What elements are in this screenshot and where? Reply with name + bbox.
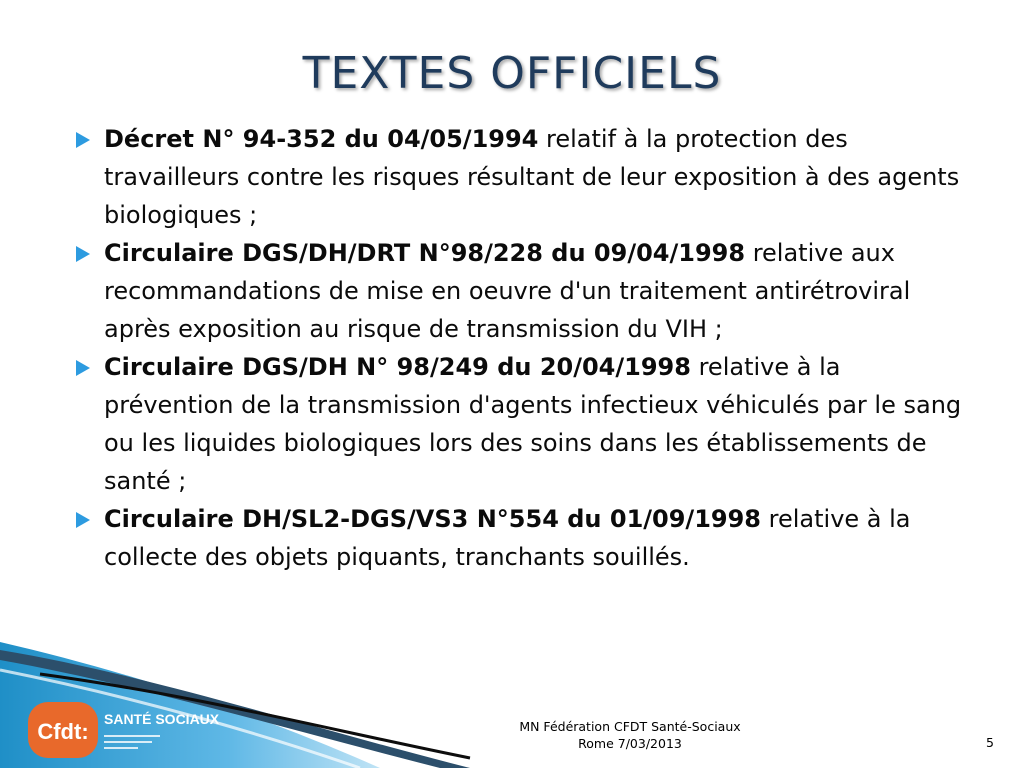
bullet-item-3: [74, 348, 964, 500]
slide-footer: [470, 718, 790, 752]
item-reference: Circulaire DGS/DH N° 98/249 du 20/04/1998: [104, 353, 691, 381]
bullet-item-4: [74, 500, 964, 576]
page-number: 5: [986, 735, 994, 750]
item-reference: Décret N° 94-352 du 04/05/1994: [104, 125, 539, 153]
item-text: relative à la prévention de la transmission d'agents infectieux véhiculés par le sang ou les liquides biologiques lors des soins dans les établissements de santé ;: [104, 353, 962, 495]
bullet-list: [74, 120, 964, 576]
slide-title: TEXTES OFFICIELS: [302, 48, 722, 99]
item-reference: Circulaire DGS/DH/DRT N°98/228 du 09/04/1998: [104, 239, 746, 267]
arrow-bullet-icon: [76, 360, 90, 376]
bullet-item-2: [74, 234, 964, 348]
arrow-bullet-icon: [76, 512, 90, 528]
svg-text:Cfdt:: Cfdt:: [37, 719, 89, 744]
svg-text:SANTÉ SOCIAUX: SANTÉ SOCIAUX: [104, 711, 220, 727]
arrow-bullet-icon: [76, 132, 90, 148]
item-text: relative à la collecte des objets piquants, tranchants souillés.: [104, 505, 911, 571]
bullet-item-1: [74, 120, 964, 234]
item-reference: Circulaire DH/SL2-DGS/VS3 N°554 du 01/09/1998: [104, 505, 761, 533]
cfdt-sante-sociaux-logo: [28, 702, 248, 762]
footer-line-1: MN Fédération CFDT Santé-Sociaux: [519, 719, 741, 734]
item-text: relatif à la protection des travailleurs contre les risques résultant de leur exposition à des agents biologiques ;: [104, 125, 960, 229]
footer-line-2: Rome 7/03/2013: [578, 736, 682, 751]
item-text: relative aux recommandations de mise en oeuvre d'un traitement antirétroviral après exposition au risque de transmission du VIH ;: [104, 239, 911, 343]
arrow-bullet-icon: [76, 246, 90, 262]
